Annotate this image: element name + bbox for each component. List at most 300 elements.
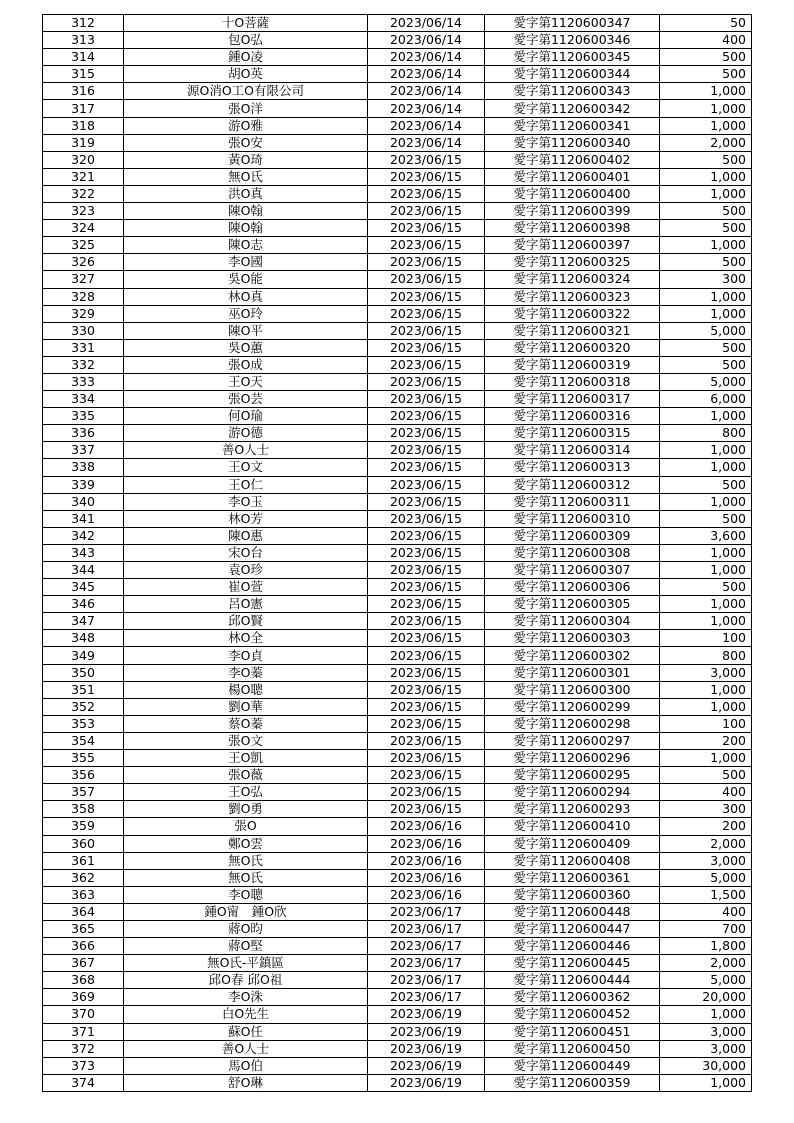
receipt-number: 愛字第1120600307 xyxy=(485,562,660,579)
table-row xyxy=(43,1074,752,1091)
table-row xyxy=(43,339,752,356)
table-row xyxy=(43,15,752,32)
donation-date: 2023/06/19 xyxy=(368,1040,485,1057)
donation-date: 2023/06/16 xyxy=(368,835,485,852)
donation-amount: 3,600 xyxy=(660,527,752,544)
row-number: 336 xyxy=(43,425,124,442)
donation-amount: 1,000 xyxy=(660,83,752,100)
donor-name: 蔡O蓁 xyxy=(124,715,368,732)
donation-date: 2023/06/15 xyxy=(368,442,485,459)
donation-date: 2023/06/17 xyxy=(368,955,485,972)
donation-amount: 1,800 xyxy=(660,938,752,955)
donation-date: 2023/06/15 xyxy=(368,305,485,322)
row-number: 358 xyxy=(43,801,124,818)
row-number: 338 xyxy=(43,459,124,476)
donation-amount: 1,000 xyxy=(660,596,752,613)
donation-amount: 3,000 xyxy=(660,1023,752,1040)
donation-amount: 500 xyxy=(660,579,752,596)
table-row xyxy=(43,237,752,254)
donation-amount: 800 xyxy=(660,647,752,664)
table-row xyxy=(43,596,752,613)
donor-name: 王O弘 xyxy=(124,784,368,801)
row-number: 360 xyxy=(43,835,124,852)
donor-name: 李O蓁 xyxy=(124,664,368,681)
donation-date: 2023/06/15 xyxy=(368,750,485,767)
receipt-number: 愛字第1120600451 xyxy=(485,1023,660,1040)
receipt-number: 愛字第1120600408 xyxy=(485,852,660,869)
donation-date: 2023/06/15 xyxy=(368,356,485,373)
receipt-number: 愛字第1120600346 xyxy=(485,32,660,49)
receipt-number: 愛字第1120600293 xyxy=(485,801,660,818)
donor-name: 王O文 xyxy=(124,459,368,476)
donation-amount: 5,000 xyxy=(660,869,752,886)
donation-date: 2023/06/15 xyxy=(368,681,485,698)
row-number: 339 xyxy=(43,476,124,493)
table-row xyxy=(43,698,752,715)
receipt-number: 愛字第1120600318 xyxy=(485,373,660,390)
row-number: 337 xyxy=(43,442,124,459)
donor-name: 游O德 xyxy=(124,425,368,442)
row-number: 363 xyxy=(43,886,124,903)
donor-name: 張O文 xyxy=(124,732,368,749)
receipt-number: 愛字第1120600317 xyxy=(485,391,660,408)
donor-name: 包O弘 xyxy=(124,32,368,49)
table-row xyxy=(43,920,752,937)
row-number: 319 xyxy=(43,134,124,151)
table-row xyxy=(43,869,752,886)
row-number: 362 xyxy=(43,869,124,886)
row-number: 366 xyxy=(43,938,124,955)
row-number: 344 xyxy=(43,562,124,579)
donation-amount: 500 xyxy=(660,767,752,784)
row-number: 345 xyxy=(43,579,124,596)
table-row xyxy=(43,835,752,852)
donor-name: 吳O蕙 xyxy=(124,339,368,356)
receipt-number: 愛字第1120600305 xyxy=(485,596,660,613)
table-row xyxy=(43,185,752,202)
table-row xyxy=(43,425,752,442)
donor-name: 十O菩薩 xyxy=(124,15,368,32)
row-number: 348 xyxy=(43,630,124,647)
row-number: 374 xyxy=(43,1074,124,1091)
donation-amount: 2,000 xyxy=(660,955,752,972)
donation-amount: 1,000 xyxy=(660,408,752,425)
donation-amount: 5,000 xyxy=(660,972,752,989)
donation-amount: 200 xyxy=(660,732,752,749)
donor-name: 張O成 xyxy=(124,356,368,373)
donation-date: 2023/06/14 xyxy=(368,32,485,49)
donation-amount: 1,000 xyxy=(660,442,752,459)
receipt-number: 愛字第1120600401 xyxy=(485,168,660,185)
donor-name: 鄭O雲 xyxy=(124,835,368,852)
receipt-number: 愛字第1120600297 xyxy=(485,732,660,749)
receipt-number: 愛字第1120600313 xyxy=(485,459,660,476)
table-body xyxy=(43,15,752,1092)
donation-amount: 1,000 xyxy=(660,1006,752,1023)
row-number: 350 xyxy=(43,664,124,681)
donation-date: 2023/06/14 xyxy=(368,134,485,151)
donation-date: 2023/06/15 xyxy=(368,203,485,220)
donor-name: 陳O翰 xyxy=(124,203,368,220)
donation-amount: 3,000 xyxy=(660,664,752,681)
receipt-number: 愛字第1120600298 xyxy=(485,715,660,732)
row-number: 367 xyxy=(43,955,124,972)
donation-date: 2023/06/15 xyxy=(368,168,485,185)
table-row xyxy=(43,493,752,510)
table-row xyxy=(43,579,752,596)
donation-date: 2023/06/15 xyxy=(368,322,485,339)
table-row xyxy=(43,801,752,818)
donation-amount: 500 xyxy=(660,151,752,168)
table-row xyxy=(43,254,752,271)
donation-amount: 30,000 xyxy=(660,1057,752,1074)
donation-date: 2023/06/16 xyxy=(368,869,485,886)
row-number: 361 xyxy=(43,852,124,869)
donation-amount: 400 xyxy=(660,32,752,49)
receipt-number: 愛字第1120600362 xyxy=(485,989,660,1006)
table-row xyxy=(43,938,752,955)
receipt-number: 愛字第1120600347 xyxy=(485,15,660,32)
receipt-number: 愛字第1120600359 xyxy=(485,1074,660,1091)
donation-date: 2023/06/16 xyxy=(368,886,485,903)
donation-amount: 800 xyxy=(660,425,752,442)
donation-date: 2023/06/15 xyxy=(368,510,485,527)
donor-name: 林O芳 xyxy=(124,510,368,527)
receipt-number: 愛字第1120600306 xyxy=(485,579,660,596)
receipt-number: 愛字第1120600314 xyxy=(485,442,660,459)
table-row xyxy=(43,151,752,168)
donation-amount: 1,000 xyxy=(660,750,752,767)
table-row xyxy=(43,527,752,544)
table-row xyxy=(43,356,752,373)
donation-amount: 3,000 xyxy=(660,1040,752,1057)
receipt-number: 愛字第1120600448 xyxy=(485,903,660,920)
table-row xyxy=(43,784,752,801)
donation-amount: 200 xyxy=(660,818,752,835)
table-row xyxy=(43,271,752,288)
row-number: 372 xyxy=(43,1040,124,1057)
donation-amount: 1,000 xyxy=(660,459,752,476)
table-row xyxy=(43,1006,752,1023)
donation-date: 2023/06/17 xyxy=(368,903,485,920)
donation-amount: 20,000 xyxy=(660,989,752,1006)
receipt-number: 愛字第1120600410 xyxy=(485,818,660,835)
donor-name: 馬O伯 xyxy=(124,1057,368,1074)
donation-amount: 1,000 xyxy=(660,1074,752,1091)
donation-amount: 500 xyxy=(660,66,752,83)
donor-name: 李O聰 xyxy=(124,886,368,903)
row-number: 313 xyxy=(43,32,124,49)
row-number: 370 xyxy=(43,1006,124,1023)
donation-amount: 500 xyxy=(660,339,752,356)
donation-date: 2023/06/15 xyxy=(368,254,485,271)
table-row xyxy=(43,767,752,784)
donation-amount: 1,000 xyxy=(660,237,752,254)
table-row xyxy=(43,100,752,117)
donation-date: 2023/06/14 xyxy=(368,117,485,134)
receipt-number: 愛字第1120600308 xyxy=(485,544,660,561)
row-number: 329 xyxy=(43,305,124,322)
row-number: 346 xyxy=(43,596,124,613)
row-number: 373 xyxy=(43,1057,124,1074)
donor-name: 李O國 xyxy=(124,254,368,271)
donor-name: 李O玉 xyxy=(124,493,368,510)
donor-name: 源O消O工O有限公司 xyxy=(124,83,368,100)
donor-name: 巫O玲 xyxy=(124,305,368,322)
receipt-number: 愛字第1120600315 xyxy=(485,425,660,442)
receipt-number: 愛字第1120600320 xyxy=(485,339,660,356)
table-row xyxy=(43,647,752,664)
donation-date: 2023/06/15 xyxy=(368,373,485,390)
receipt-number: 愛字第1120600311 xyxy=(485,493,660,510)
donor-name: 張O安 xyxy=(124,134,368,151)
donor-name: 鍾O甯 鍾O欣 xyxy=(124,903,368,920)
donor-name: 李O洙 xyxy=(124,989,368,1006)
table-row xyxy=(43,168,752,185)
donor-name: 胡O英 xyxy=(124,66,368,83)
donation-amount: 1,000 xyxy=(660,117,752,134)
donor-name: 黃O琦 xyxy=(124,151,368,168)
table-row xyxy=(43,681,752,698)
table-row xyxy=(43,476,752,493)
donation-amount: 3,000 xyxy=(660,852,752,869)
receipt-number: 愛字第1120600452 xyxy=(485,1006,660,1023)
receipt-number: 愛字第1120600304 xyxy=(485,613,660,630)
donor-name: 吳O能 xyxy=(124,271,368,288)
donation-amount: 400 xyxy=(660,784,752,801)
donation-amount: 500 xyxy=(660,203,752,220)
receipt-number: 愛字第1120600344 xyxy=(485,66,660,83)
donation-date: 2023/06/17 xyxy=(368,920,485,937)
donation-date: 2023/06/19 xyxy=(368,1074,485,1091)
table-row xyxy=(43,220,752,237)
receipt-number: 愛字第1120600310 xyxy=(485,510,660,527)
donation-table xyxy=(42,14,752,1092)
row-number: 326 xyxy=(43,254,124,271)
donation-amount: 6,000 xyxy=(660,391,752,408)
donation-amount: 1,500 xyxy=(660,886,752,903)
donation-amount: 500 xyxy=(660,356,752,373)
donor-name: 呂O憲 xyxy=(124,596,368,613)
table-row xyxy=(43,459,752,476)
donation-amount: 1,000 xyxy=(660,544,752,561)
row-number: 341 xyxy=(43,510,124,527)
donation-date: 2023/06/19 xyxy=(368,1006,485,1023)
row-number: 347 xyxy=(43,613,124,630)
row-number: 322 xyxy=(43,185,124,202)
donor-name: 李O貞 xyxy=(124,647,368,664)
donor-name: 蔣O堅 xyxy=(124,938,368,955)
table-row xyxy=(43,203,752,220)
row-number: 327 xyxy=(43,271,124,288)
donation-amount: 500 xyxy=(660,49,752,66)
receipt-number: 愛字第1120600399 xyxy=(485,203,660,220)
row-number: 355 xyxy=(43,750,124,767)
receipt-number: 愛字第1120600361 xyxy=(485,869,660,886)
receipt-number: 愛字第1120600400 xyxy=(485,185,660,202)
donation-date: 2023/06/15 xyxy=(368,784,485,801)
row-number: 352 xyxy=(43,698,124,715)
donor-name: 陳O惠 xyxy=(124,527,368,544)
donor-name: 邱O賢 xyxy=(124,613,368,630)
donor-name: 何O瑜 xyxy=(124,408,368,425)
donation-amount: 1,000 xyxy=(660,100,752,117)
row-number: 332 xyxy=(43,356,124,373)
donor-name: 王O天 xyxy=(124,373,368,390)
receipt-number: 愛字第1120600300 xyxy=(485,681,660,698)
donation-amount: 1,000 xyxy=(660,305,752,322)
donation-amount: 50 xyxy=(660,15,752,32)
row-number: 324 xyxy=(43,220,124,237)
row-number: 365 xyxy=(43,920,124,937)
receipt-number: 愛字第1120600296 xyxy=(485,750,660,767)
receipt-number: 愛字第1120600444 xyxy=(485,972,660,989)
donation-date: 2023/06/15 xyxy=(368,767,485,784)
row-number: 340 xyxy=(43,493,124,510)
donation-date: 2023/06/14 xyxy=(368,49,485,66)
table-row xyxy=(43,49,752,66)
row-number: 318 xyxy=(43,117,124,134)
donation-amount: 2,000 xyxy=(660,835,752,852)
row-number: 331 xyxy=(43,339,124,356)
table-row xyxy=(43,613,752,630)
donor-name: 蘇O任 xyxy=(124,1023,368,1040)
donation-amount: 500 xyxy=(660,254,752,271)
row-number: 323 xyxy=(43,203,124,220)
donation-amount: 1,000 xyxy=(660,698,752,715)
table-row xyxy=(43,955,752,972)
table-row xyxy=(43,83,752,100)
donation-date: 2023/06/14 xyxy=(368,100,485,117)
receipt-number: 愛字第1120600398 xyxy=(485,220,660,237)
donation-date: 2023/06/16 xyxy=(368,818,485,835)
row-number: 321 xyxy=(43,168,124,185)
donation-date: 2023/06/19 xyxy=(368,1023,485,1040)
row-number: 351 xyxy=(43,681,124,698)
row-number: 364 xyxy=(43,903,124,920)
donation-date: 2023/06/15 xyxy=(368,339,485,356)
donation-date: 2023/06/15 xyxy=(368,801,485,818)
row-number: 330 xyxy=(43,322,124,339)
donation-date: 2023/06/15 xyxy=(368,391,485,408)
receipt-number: 愛字第1120600341 xyxy=(485,117,660,134)
receipt-number: 愛字第1120600295 xyxy=(485,767,660,784)
donor-name: 邱O春 邱O祖 xyxy=(124,972,368,989)
table-row xyxy=(43,903,752,920)
receipt-number: 愛字第1120600345 xyxy=(485,49,660,66)
receipt-number: 愛字第1120600447 xyxy=(485,920,660,937)
donor-name: 陳O翰 xyxy=(124,220,368,237)
receipt-number: 愛字第1120600342 xyxy=(485,100,660,117)
table-row xyxy=(43,1040,752,1057)
donation-amount: 5,000 xyxy=(660,322,752,339)
donation-date: 2023/06/15 xyxy=(368,288,485,305)
table-row xyxy=(43,715,752,732)
donor-name: 林O真 xyxy=(124,288,368,305)
table-row xyxy=(43,544,752,561)
donor-name: 洪O真 xyxy=(124,185,368,202)
donor-name: 無O氏 xyxy=(124,869,368,886)
table-row xyxy=(43,1057,752,1074)
donor-name: 舒O琳 xyxy=(124,1074,368,1091)
row-number: 316 xyxy=(43,83,124,100)
row-number: 357 xyxy=(43,784,124,801)
table-row xyxy=(43,134,752,151)
receipt-number: 愛字第1120600312 xyxy=(485,476,660,493)
table-row xyxy=(43,408,752,425)
row-number: 333 xyxy=(43,373,124,390)
donation-date: 2023/06/15 xyxy=(368,562,485,579)
donation-amount: 1,000 xyxy=(660,562,752,579)
donor-name: 楊O聰 xyxy=(124,681,368,698)
receipt-number: 愛字第1120600321 xyxy=(485,322,660,339)
table-row xyxy=(43,630,752,647)
row-number: 312 xyxy=(43,15,124,32)
receipt-number: 愛字第1120600409 xyxy=(485,835,660,852)
table-row xyxy=(43,1023,752,1040)
row-number: 356 xyxy=(43,767,124,784)
donation-amount: 1,000 xyxy=(660,681,752,698)
donation-date: 2023/06/17 xyxy=(368,938,485,955)
table-row xyxy=(43,322,752,339)
donation-amount: 1,000 xyxy=(660,613,752,630)
donor-name: 張O xyxy=(124,818,368,835)
donation-amount: 700 xyxy=(660,920,752,937)
donation-date: 2023/06/15 xyxy=(368,527,485,544)
donor-name: 宋O台 xyxy=(124,544,368,561)
donation-date: 2023/06/15 xyxy=(368,151,485,168)
donor-name: 劉O華 xyxy=(124,698,368,715)
donor-name: 善O人士 xyxy=(124,1040,368,1057)
table-row xyxy=(43,442,752,459)
donor-name: 陳O平 xyxy=(124,322,368,339)
receipt-number: 愛字第1120600397 xyxy=(485,237,660,254)
table-row xyxy=(43,818,752,835)
row-number: 342 xyxy=(43,527,124,544)
row-number: 325 xyxy=(43,237,124,254)
row-number: 359 xyxy=(43,818,124,835)
donation-date: 2023/06/17 xyxy=(368,989,485,1006)
donation-date: 2023/06/14 xyxy=(368,66,485,83)
row-number: 343 xyxy=(43,544,124,561)
donation-amount: 100 xyxy=(660,715,752,732)
table-row xyxy=(43,664,752,681)
donor-name: 張O薇 xyxy=(124,767,368,784)
donation-date: 2023/06/15 xyxy=(368,596,485,613)
donation-amount: 400 xyxy=(660,903,752,920)
table-row xyxy=(43,32,752,49)
donation-amount: 300 xyxy=(660,801,752,818)
receipt-number: 愛字第1120600303 xyxy=(485,630,660,647)
table-row xyxy=(43,373,752,390)
table-row xyxy=(43,989,752,1006)
donation-amount: 100 xyxy=(660,630,752,647)
donation-date: 2023/06/15 xyxy=(368,476,485,493)
row-number: 353 xyxy=(43,715,124,732)
table-row xyxy=(43,288,752,305)
receipt-number: 愛字第1120600316 xyxy=(485,408,660,425)
receipt-number: 愛字第1120600343 xyxy=(485,83,660,100)
row-number: 369 xyxy=(43,989,124,1006)
donor-name: 鍾O凌 xyxy=(124,49,368,66)
donation-date: 2023/06/17 xyxy=(368,972,485,989)
donation-date: 2023/06/15 xyxy=(368,613,485,630)
donation-date: 2023/06/15 xyxy=(368,544,485,561)
donation-date: 2023/06/15 xyxy=(368,237,485,254)
table-row xyxy=(43,562,752,579)
table-row xyxy=(43,391,752,408)
donation-date: 2023/06/15 xyxy=(368,698,485,715)
